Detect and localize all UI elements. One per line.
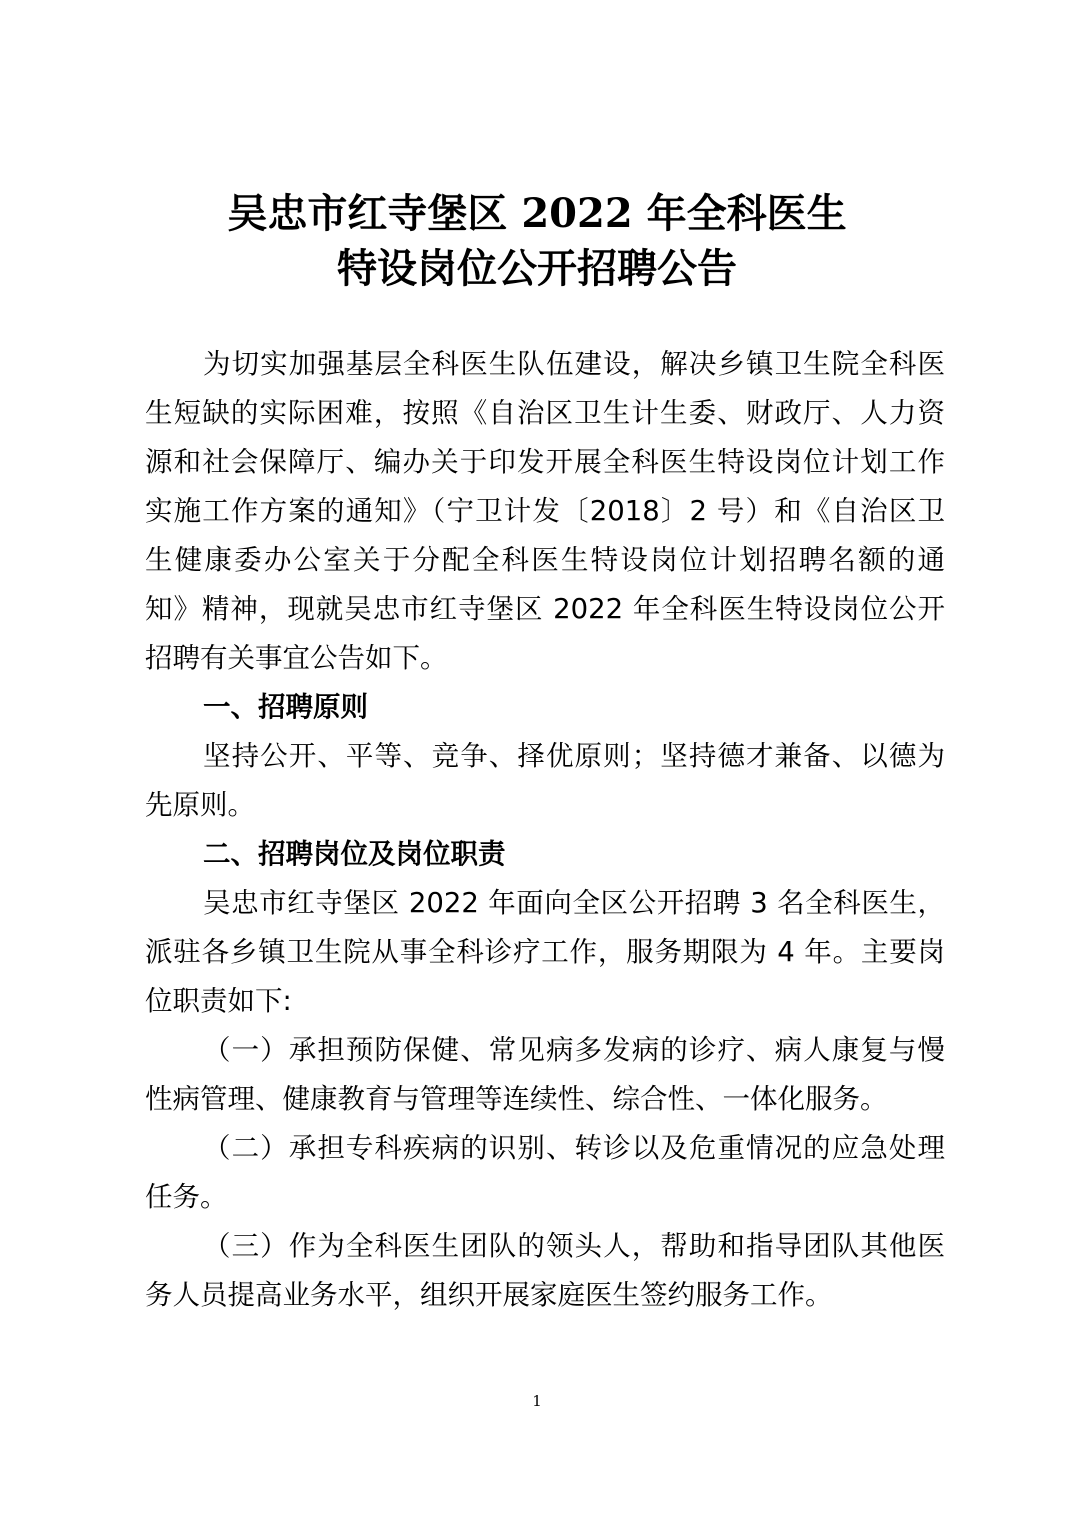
duty-1-line: 性病管理、健康教育与管理等连续性、综合性、一体化服务。: [145, 1083, 888, 1115]
principles-line: 坚持公开、平等、竞争、择优原则；坚持德才兼备、以德为: [203, 740, 945, 772]
intro-line: 源和社会保障厅、编办关于印发开展全科医生特设岗位计划工作: [145, 446, 945, 478]
positions-line: 吴忠市红寺堡区 2022 年面向全区公开招聘 3 名全科医生，: [203, 887, 945, 919]
duty-1-line: （一）承担预防保健、常见病多发病的诊疗、病人康复与慢: [203, 1034, 945, 1066]
section-heading-principles: 一、招聘原则: [203, 691, 368, 723]
document-title-line-2: 特设岗位公开招聘公告: [337, 245, 737, 292]
duty-2-line: （二）承担专科疾病的识别、转诊以及危重情况的应急处理: [203, 1132, 945, 1164]
page-number: 1: [532, 1392, 542, 1410]
duty-3-line: （三）作为全科医生团队的领头人，帮助和指导团队其他医: [203, 1230, 945, 1262]
intro-line: 知》精神，现就吴忠市红寺堡区 2022 年全科医生特设岗位公开: [145, 593, 945, 625]
duty-3-line: 务人员提高业务水平，组织开展家庭医生签约服务工作。: [145, 1279, 833, 1311]
intro-line: 招聘有关事宜公告如下。: [145, 642, 448, 674]
principles-line: 先原则。: [145, 789, 255, 821]
positions-line: 派驻各乡镇卫生院从事全科诊疗工作，服务期限为 4 年。主要岗: [145, 936, 945, 968]
intro-line: 生健康委办公室关于分配全科医生特设岗位计划招聘名额的通: [145, 544, 945, 576]
duty-2-line: 任务。: [145, 1181, 228, 1213]
intro-line: 实施工作方案的通知》（宁卫计发〔2018〕2 号）和《自治区卫: [145, 495, 945, 527]
intro-line: 为切实加强基层全科医生队伍建设，解决乡镇卫生院全科医: [203, 348, 945, 380]
intro-line: 生短缺的实际困难，按照《自治区卫生计生委、财政厅、人力资: [145, 397, 945, 429]
document-title-line-1: 吴忠市红寺堡区 2022 年全科医生: [227, 190, 847, 237]
section-heading-positions: 二、招聘岗位及岗位职责: [203, 838, 506, 870]
positions-line: 位职责如下:: [145, 985, 292, 1017]
